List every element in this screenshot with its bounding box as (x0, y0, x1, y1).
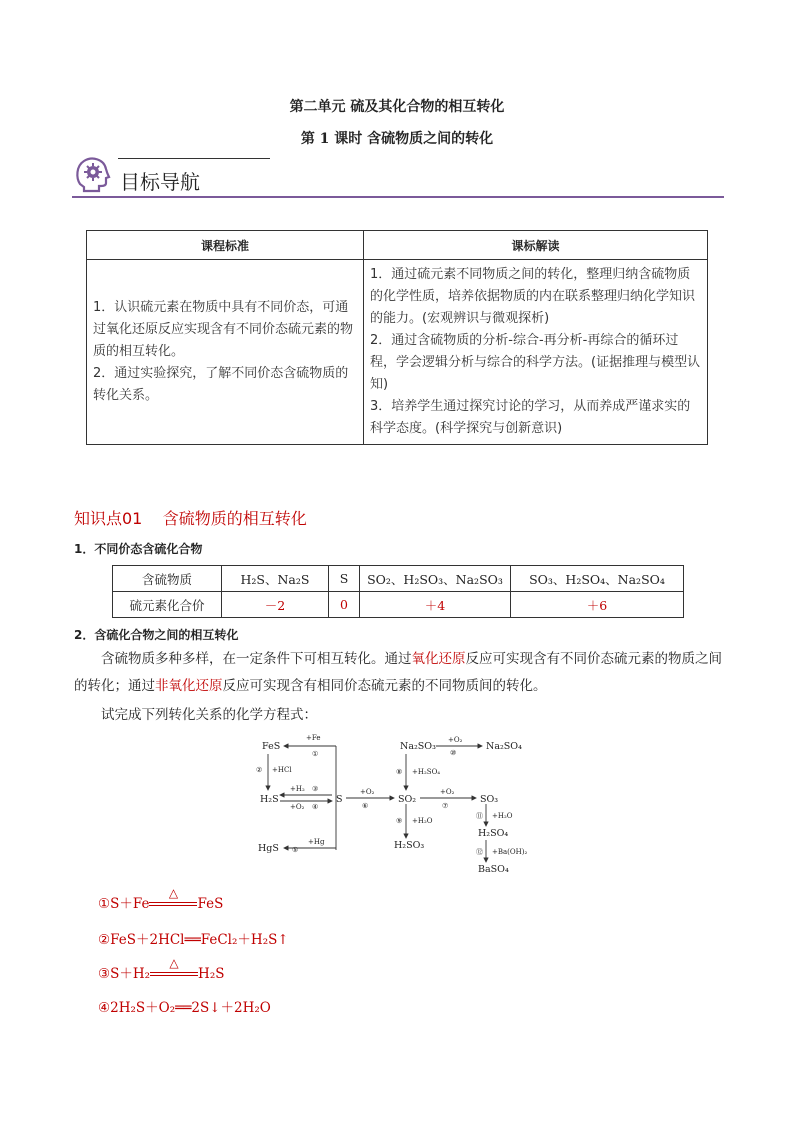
equation-reactants: S＋H₂ (110, 966, 151, 982)
row-label: 含硫物质 (113, 566, 222, 592)
species-FeS: FeS (262, 741, 281, 752)
equation-3 (98, 956, 225, 982)
interpretation-cell (364, 260, 708, 445)
step-4: ④ (312, 803, 319, 811)
step-11: ⑪ (476, 812, 483, 820)
curriculum-standards-table (86, 230, 708, 445)
reagent-7: +O₂ (440, 788, 455, 796)
section-banner (72, 154, 724, 198)
species-HgS: HgS (258, 843, 279, 854)
step-7: ⑦ (442, 802, 449, 810)
standards-cell (87, 260, 364, 445)
valence-cell: －2 (222, 592, 329, 618)
sulfur-conversion-diagram (256, 732, 540, 878)
step-12: ⑫ (476, 848, 483, 856)
standard-item: 2．通过实验探究，了解不同价态含硫物质的转化关系。 (93, 366, 349, 403)
reagent-2: +HCl (272, 766, 292, 774)
knowledge-point-heading (74, 506, 307, 529)
equals-bar (150, 972, 198, 976)
substance-cell: S (329, 566, 360, 592)
step-2: ② (256, 766, 263, 774)
para-text: 含硫物质多种多样，在一定条件下可相互转化。通过 (101, 651, 412, 667)
substance-cell: SO₂、H₂SO₃、Na₂SO₃ (360, 566, 511, 592)
unit-title: 第二单元 硫及其化合物的相互转化 (289, 99, 505, 115)
species-H2SO4: H₂SO₄ (478, 828, 509, 839)
step-9: ⑨ (396, 817, 403, 825)
valence-cell: ＋6 (511, 592, 684, 618)
reagent-6: +O₂ (360, 788, 375, 796)
equation-products: FeS (197, 896, 224, 912)
para-highlight: 非氧化还原 (155, 678, 223, 694)
step-3: ③ (312, 785, 319, 793)
equation-reactants: S＋Fe (110, 896, 150, 912)
reagent-1: +Fe (306, 734, 321, 742)
reagent-4: +O₂ (290, 803, 305, 811)
step-1: ① (312, 750, 319, 758)
interpretation-item: 1．通过硫元素不同物质之间的转化，整理归纳含硫物质的化学性质，培养依据物质的内在联系整理归纳化学知识的能力。(宏观辨识与微观探析) (370, 267, 696, 326)
reagent-10: +O₂ (448, 736, 463, 744)
valence-table (112, 565, 684, 618)
interpretation-header: 课标解读 (364, 231, 708, 260)
reagent-8: +H₂SO₄ (412, 768, 441, 776)
equation-4 (98, 996, 271, 1016)
species-H2S: H₂S (260, 794, 279, 805)
step-8: ⑧ (396, 768, 403, 776)
equation-text: 2H₂S＋O₂══2S↓＋2H₂O (110, 1000, 271, 1016)
species-Na2SO3: Na₂SO₃ (400, 741, 436, 752)
equation-1 (98, 886, 224, 912)
step-5: ⑤ (292, 846, 299, 854)
substance-cell: SO₃、H₂SO₄、Na₂SO₄ (511, 566, 684, 592)
reagent-11: +H₂O (492, 812, 513, 820)
species-Na2SO4: Na₂SO₄ (486, 741, 522, 752)
valence-cell: 0 (329, 592, 360, 618)
para-highlight: 氧化还原 (411, 651, 466, 667)
interpretation-item: 2．通过含硫物质的分析-综合-再分析-再综合的循环过程，学会逻辑分析与综合的科学方法。(证据推理与模型认知) (370, 333, 701, 392)
standard-item: 1．认识硫元素在物质中具有不同价态，可通过氧化还原反应实现含有不同价态硫元素的物质的相互转化。 (93, 300, 354, 359)
reagent-9: +H₂O (412, 817, 433, 825)
step-10: ⑩ (450, 749, 457, 757)
valence-cell: ＋4 (360, 592, 511, 618)
species-SO3: SO₃ (480, 794, 499, 805)
reagent-5: +Hg (308, 838, 325, 846)
para-text: 反应可实现含有相同价态硫元素的不同物质间的转化。 (222, 678, 547, 694)
section2-paragraph (74, 646, 724, 700)
equation-2 (98, 928, 289, 948)
para-text: 反应可实现含有不同价态硫元素的物质之间的转化；通过 (74, 651, 722, 694)
equals-bar (149, 902, 197, 906)
interpretation-item: 3．培养学生通过探究讨论的学习，从而养成严谨求实的科学态度。(科学探究与创新意识) (370, 399, 691, 436)
equation-number: ③ (98, 966, 111, 982)
equation-text: FeS＋2HCl══FeCl₂＋H₂S↑ (110, 932, 289, 948)
equation-number: ① (98, 896, 111, 912)
species-S: S (336, 794, 343, 805)
heat-condition: △ (168, 886, 179, 900)
step-6: ⑥ (362, 802, 369, 810)
row-label: 硫元素化合价 (113, 592, 222, 618)
exercise-prompt: 试完成下列转化关系的化学方程式： (101, 707, 317, 723)
section2-heading: 2．含硫化合物之间的相互转化 (74, 628, 239, 642)
equation-products: H₂S (198, 966, 225, 982)
equation-number: ④ (98, 1000, 111, 1016)
knowledge-point-number: 知识点01 (74, 509, 143, 528)
banner-underline (72, 196, 724, 198)
knowledge-point-title: 含硫物质的相互转化 (162, 509, 307, 528)
head-gear-icon (72, 154, 112, 194)
reagent-12: +Ba(OH)₂ (492, 848, 528, 856)
species-SO2: SO₂ (398, 794, 417, 805)
heat-condition: △ (169, 956, 179, 970)
substance-cell: H₂S、Na₂S (222, 566, 329, 592)
species-H2SO3: H₂SO₃ (394, 840, 425, 851)
equation-number: ② (98, 932, 111, 948)
banner-label: 目标导航 (120, 170, 200, 194)
species-BaSO4: BaSO₄ (478, 864, 509, 875)
reagent-3: +H₂ (290, 785, 305, 793)
standards-header: 课程标准 (87, 231, 364, 260)
lesson-title: 第 1 课时 含硫物质之间的转化 (300, 131, 494, 147)
banner-top-rule (118, 158, 270, 159)
section1-heading: 1．不同价态含硫化合物 (74, 542, 203, 556)
